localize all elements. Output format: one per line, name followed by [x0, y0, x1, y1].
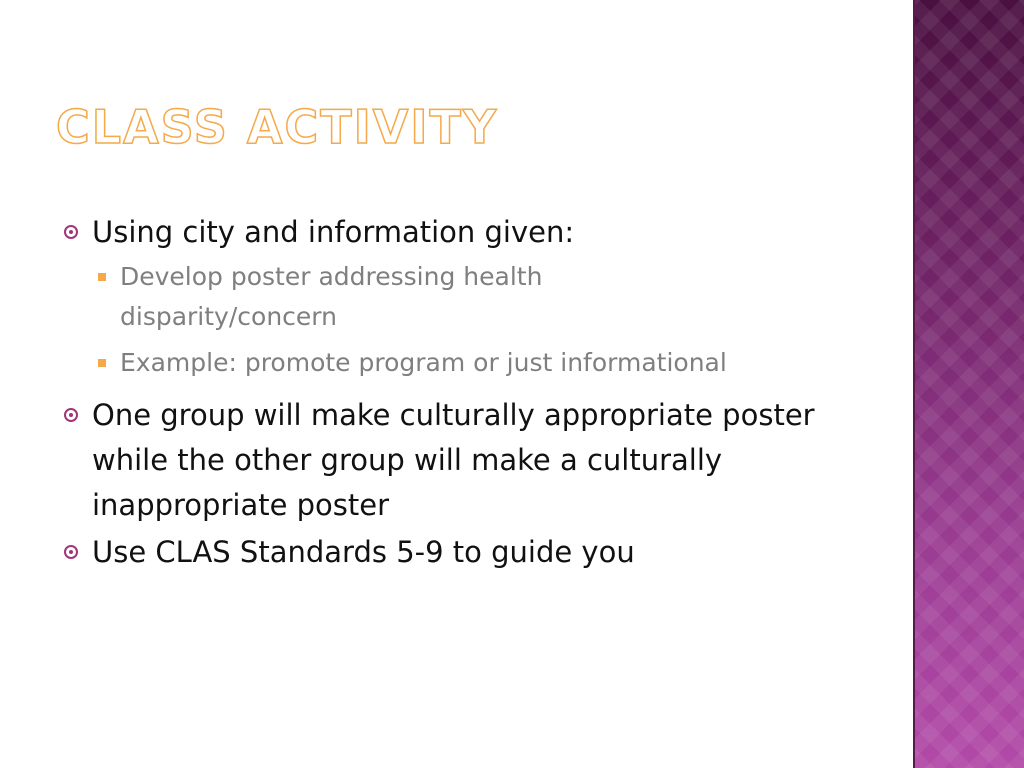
bullet-text: One group will make culturally appropriate poster while the other group will make a culturally inappropriate poster [92, 398, 815, 522]
slide-content [64, 210, 884, 577]
bullet-text: Use CLAS Standards 5-9 to guide you [92, 535, 635, 569]
bullet-item [64, 530, 884, 575]
bullet-item [64, 393, 884, 528]
circle-dot-bullet-icon [64, 225, 78, 239]
decorative-side-panel [913, 0, 1024, 768]
circle-dot-bullet-icon [64, 408, 78, 422]
bullet-list [64, 210, 884, 575]
sub-bullet-text: Develop poster addressing health disparity/concern [120, 262, 543, 331]
slide-title: CLASS ACTIVITY [56, 100, 499, 154]
sub-bullet-text: Example: promote program or just informational [120, 348, 727, 377]
sub-bullet-item [92, 257, 884, 337]
square-bullet-icon [98, 273, 106, 281]
circle-dot-bullet-icon [64, 545, 78, 559]
bullet-text: Using city and information given: [92, 215, 575, 249]
square-bullet-icon [98, 359, 106, 367]
sub-bullet-item [92, 343, 884, 383]
bullet-item [64, 210, 884, 383]
sub-bullet-list [92, 257, 884, 383]
